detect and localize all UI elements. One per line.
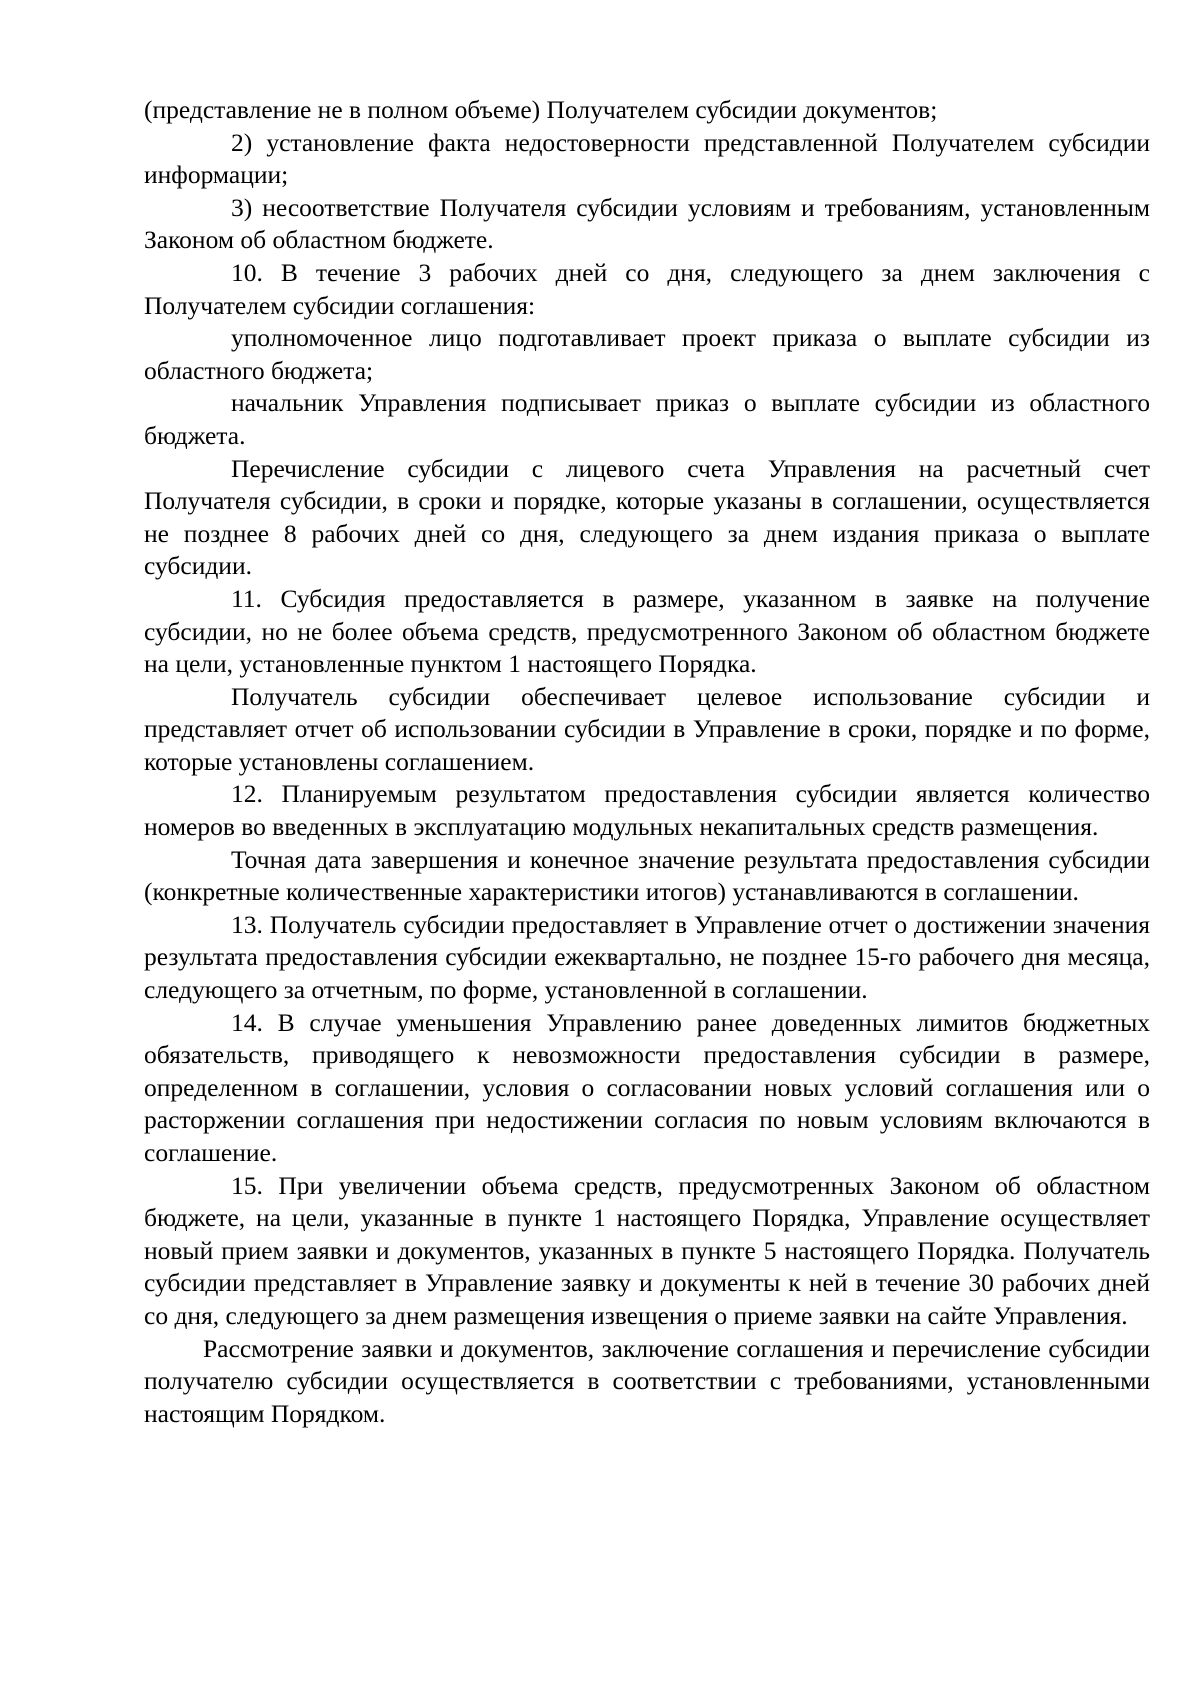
paragraph-authorized-person: уполномоченное лицо подготавливает проект приказа о выплате субсидии из областного бюджета;	[144, 323, 1150, 385]
document-page	[144, 94, 1150, 1430]
paragraph-recipient-report: Получатель субсидии обеспечивает целевое использование субсидии и представляет отчет об использовании субсидии в Управление в сроки, порядке и по форме, которые установлены соглашением.	[144, 681, 1150, 776]
paragraph-head-signs: начальник Управления подписывает приказ о выплате субсидии из областного бюджета.	[144, 388, 1150, 450]
paragraph-continuation: (представление не в полном объеме) Получателем субсидии документов;	[144, 95, 938, 124]
paragraph-clause-11: 11. Субсидия предоставляется в размере, указанном в заявке на получение субсидии, но не более объема средств, предусмотренного Законом об областном бюджете на цели, установленные пунктом 1 настоящего Порядка.	[144, 583, 1150, 679]
paragraph-exact-date: Точная дата завершения и конечное значение результата предоставления субсидии (конкретные количественные характеристики итогов) устанавливаются в соглашении.	[144, 844, 1150, 907]
paragraph-clause-15: 15. При увеличении объема средств, предусмотренных Законом об областном бюджете, на цели, указанные в пункте 1 настоящего Порядка, Управление осуществляет новый прием заявки и документов, указанных в пункте 5 настоящего Порядка. Получатель субсидии представляет в Управление заявку и документы к ней в течение 30 рабочих дней со дня, следующего за днем размещения извещения о приеме заявки на сайте Управления.	[144, 1170, 1150, 1330]
paragraph-item-3: 3) несоответствие Получателя субсидии условиям и требованиям, установленным Законом об областном бюджете.	[144, 192, 1150, 255]
paragraph-clause-14: 14. В случае уменьшения Управлению ранее доведенных лимитов бюджетных обязательств, приводящего к невозможности предоставления субсидии в размере, определенном в соглашении, условия о согласовании новых условий соглашения или о расторжении соглашения при недостижении согласия по новым условиям включаются в соглашение.	[144, 1007, 1150, 1167]
paragraph-item-2: 2) установление факта недостоверности представленной Получателем субсидии информации;	[144, 127, 1150, 190]
paragraph-clause-12: 12. Планируемым результатом предоставления субсидии является количество номеров во введенных в эксплуатацию модульных некапитальных средств размещения.	[144, 779, 1150, 842]
paragraph-consideration: Рассмотрение заявки и документов, заключение соглашения и перечисление субсидии получателю субсидии осуществляется в соответствии с требованиями, установленными настоящим Порядком.	[144, 1333, 1150, 1428]
paragraph-clause-10: 10. В течение 3 рабочих дней со дня, следующего за днем заключения с Получателем субсидии соглашения:	[144, 257, 1150, 320]
paragraph-clause-13: 13. Получатель субсидии предоставляет в Управление отчет о достижении значения результата предоставления субсидии ежеквартально, не позднее 15-го рабочего дня месяца, следующего за отчетным, по форме, установленной в соглашении.	[144, 909, 1150, 1005]
paragraph-transfer: Перечисление субсидии с лицевого счета Управления на расчетный счет Получателя субсидии, в сроки и порядке, которые указаны в соглашении, осуществляется не позднее 8 рабочих дней со дня, следующего за днем издания приказа о выплате субсидии.	[144, 453, 1150, 581]
